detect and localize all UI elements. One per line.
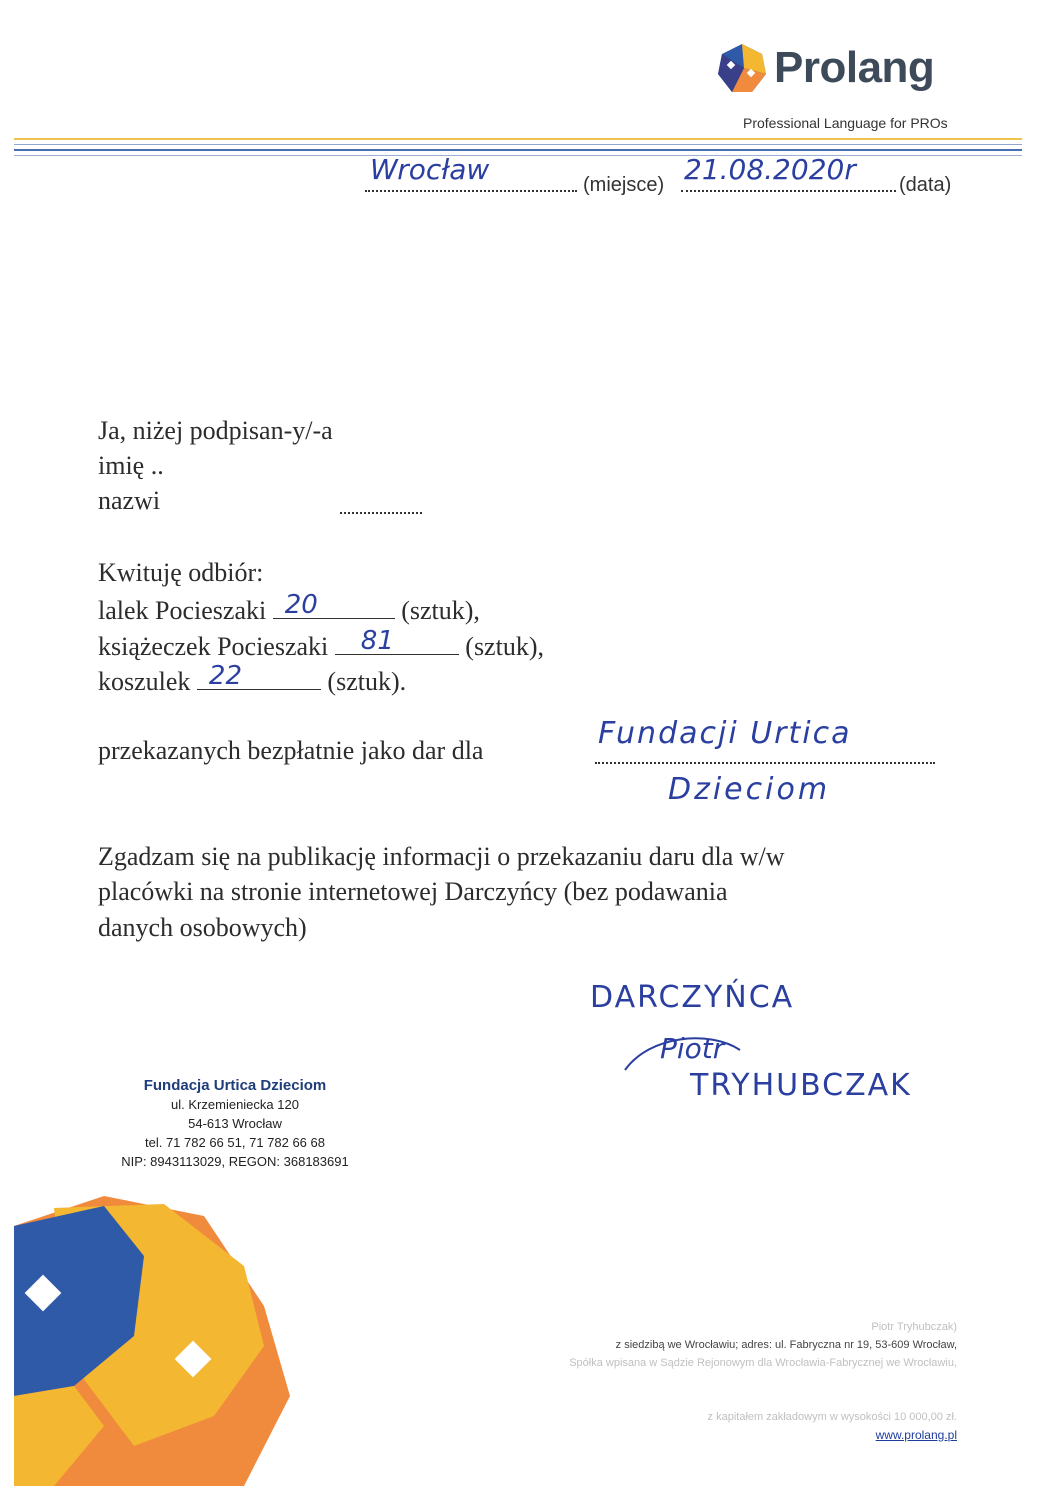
books-unit: (sztuk), xyxy=(465,632,544,661)
decorative-corner-graphic xyxy=(14,1196,290,1486)
date-dotted-line xyxy=(681,190,896,192)
consent-line2: placówki na stronie internetowej Darczyńcy (bez podawania xyxy=(98,877,728,906)
footer-line1: Piotr Tryhubczak) xyxy=(871,1321,957,1333)
date-label: (data) xyxy=(899,174,952,196)
footer-website-link[interactable]: www.prolang.pl xyxy=(875,1428,957,1442)
name-label: imię .. xyxy=(98,451,164,480)
header-rule-light xyxy=(14,144,1022,145)
header-rule-thin xyxy=(14,155,1022,156)
dolls-row xyxy=(98,592,480,626)
foundation-city: 54-613 Wrocław xyxy=(188,1116,282,1131)
signature-first-name: Piotr xyxy=(660,1032,725,1065)
shirts-field xyxy=(197,663,321,690)
signature-role: DARCZYŃCA xyxy=(590,980,795,1015)
recipient-line2: Dzieciom xyxy=(668,772,831,807)
footer-line2: z siedzibą we Wrocławiu; adres: ul. Fabryczna nr 19, 53-609 Wrocław, xyxy=(615,1339,957,1351)
footer-spacer-2 xyxy=(569,1390,957,1408)
declaration-line: Ja, niżej podpisan-y/-a xyxy=(98,416,333,445)
shirts-value: 22 xyxy=(208,661,243,691)
prolang-logo xyxy=(716,42,934,94)
consent-line3: danych osobowych) xyxy=(98,913,307,942)
surname-label: nazwi xyxy=(98,486,161,515)
dolls-label: lalek Pocieszaki xyxy=(98,596,267,625)
donation-text: przekazanych bezpłatnie jako dar dla xyxy=(98,736,484,765)
recipient-line1: Fundacji Urtica xyxy=(598,716,852,751)
books-value: 81 xyxy=(360,626,394,656)
dolls-value: 20 xyxy=(284,590,318,620)
header-rule-gold xyxy=(14,138,1022,140)
shirts-row xyxy=(98,663,406,697)
shirts-label: koszulek xyxy=(98,667,191,696)
footer-line3: Spółka wpisana w Sądzie Rejonowym dla Wrocławia-Fabrycznej we Wrocławiu, xyxy=(569,1357,957,1369)
books-label: książeczek Pocieszaki xyxy=(98,632,329,661)
foundation-ids: NIP: 8943113029, REGON: 368183691 xyxy=(121,1154,349,1169)
company-footer xyxy=(569,1318,957,1444)
receipt-heading: Kwituję odbiór: xyxy=(98,558,264,587)
foundation-street: ul. Krzemieniecka 120 xyxy=(171,1097,299,1112)
footer-spacer xyxy=(569,1372,957,1390)
dolls-unit: (sztuk), xyxy=(401,596,480,625)
place-label: (miejsce) xyxy=(583,174,665,196)
footer-line4: z kapitałem zakładowym w wysokości 10 000,00 zł. xyxy=(707,1411,957,1423)
brand-tagline: Professional Language for PROs xyxy=(743,115,948,131)
dolls-field xyxy=(273,592,395,619)
consent-line1: Zgadzam się na publikację informacji o przekazaniu daru dla w/w xyxy=(98,842,785,871)
foundation-phone: tel. 71 782 66 51, 71 782 66 68 xyxy=(145,1135,325,1150)
prolang-logo-icon xyxy=(716,42,768,94)
books-field xyxy=(335,628,459,655)
books-row xyxy=(98,628,544,662)
surname-dotted-line xyxy=(340,512,422,514)
place-handwritten: Wrocław xyxy=(370,153,490,186)
date-handwritten: 21.08.2020r xyxy=(684,153,856,186)
place-dotted-line xyxy=(365,190,577,192)
signature-last-name: TRYHUBCZAK xyxy=(690,1068,912,1103)
recipient-dotted-line xyxy=(595,762,935,764)
signature-scribble xyxy=(620,1030,760,1080)
shirts-unit: (sztuk). xyxy=(327,667,407,696)
brand-name: Prolang xyxy=(774,43,935,92)
foundation-name: Fundacja Urtica Dzieciom xyxy=(143,1077,327,1094)
foundation-stamp xyxy=(110,1076,360,1171)
header-rule-blue xyxy=(14,149,1022,151)
